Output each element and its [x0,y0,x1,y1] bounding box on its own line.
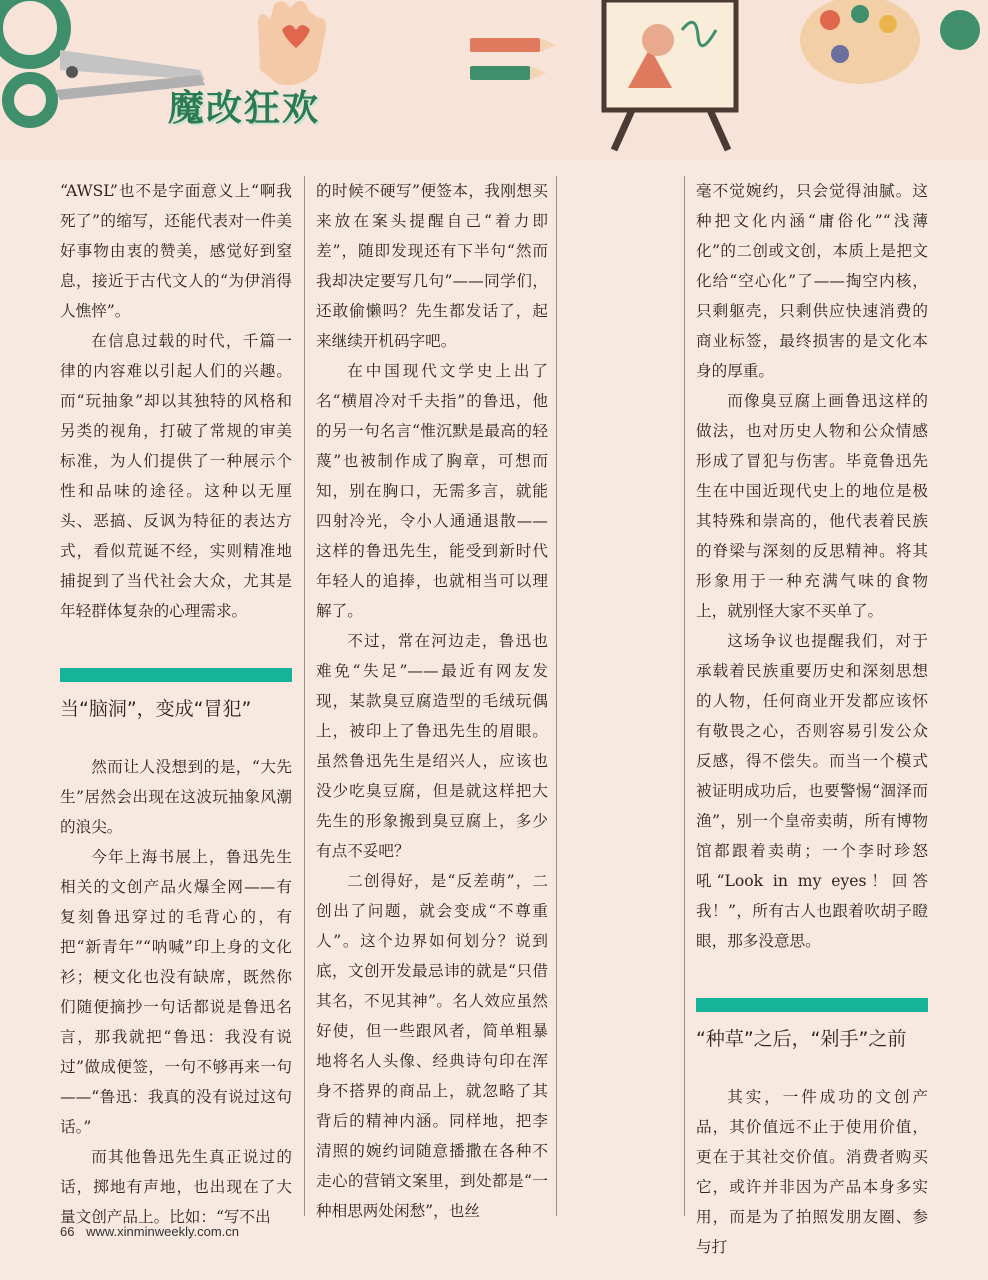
section-title: 魔改狂欢 [168,88,321,129]
paragraph: 二创得好，是“反差萌”，二创出了问题，就会变成“不尊重人”。这个边界如何划分？说到底，文创开发最忌讳的就是“只借其名，不见其神”。名人效应虽然好使，但一些跟风者，简单粗暴地将名人头像、经典诗句印在浑身不搭界的商品上，就忽略了其背后的精神内涵。同样地，把李清照的婉约词随意播撒在各种不走心的营销文案里，到处都是“一种相思两处闲愁”，也丝 [316,872,548,1220]
paragraph: 毫不觉婉约，只会觉得油腻。这种把文化内涵“庸俗化”“浅薄化”的二创或文创，本质上是把文化给“空心化”了——掏空内核，只剩躯壳，只剩供应快速消费的商业标签，最终损害的是文化本身的厚重。 [696,182,928,380]
page-footer [60,1224,239,1239]
paragraph: 其实，一件成功的文创产品，其价值远不止于使用价值，更在于其社交价值。消费者购买它，或许并非因为产品本身多实用，而是为了拍照发朋友圈、参与打 [696,1088,928,1256]
page-number: 66 [60,1224,75,1239]
paragraph: 而其他鲁迅先生真正说过的话，掷地有声地，也出现在了大量文创产品上。比如：“写不出 [60,1148,292,1226]
column-2 [316,176,548,1226]
subheading-bar [696,998,928,1012]
paragraph: 然而让人没想到的是，“大先生”居然会出现在这波玩抽象风潮的浪尖。 [60,758,292,836]
paragraph: 而像臭豆腐上画鲁迅这样的做法，也对历史人物和公众情感形成了冒犯与伤害。毕竟鲁迅先生在中国近现代史上的地位是极其特殊和崇高的，他代表着民族的脊梁与深刻的反思精神。将其形象用于一种充满气味的食物上，就别怪大家不买单了。 [696,392,928,620]
column-3 [696,176,928,1262]
paragraph: 不过，常在河边走，鲁迅也难免“失足”——最近有网友发现，某款臭豆腐造型的毛绒玩偶上，被印上了鲁迅先生的眉眼。虽然鲁迅先生是绍兴人，应该也没少吃臭豆腐，但是就这样把大先生的形象搬到臭豆腐上，多少有点不妥吧？ [316,632,548,860]
subheading: “种草”之后，“剁手”之前 [696,1028,907,1050]
website-link[interactable]: www.xinminweekly.com.cn [86,1224,240,1239]
subheading: 当“脑洞”，变成“冒犯” [60,698,252,720]
subheading-bar [60,668,292,682]
paragraph: “AWSL”也不是字面意义上“啊我死了”的缩写，还能代表对一件美好事物由衷的赞美，感觉好到窒息，接近于古代文人的“为伊消得人憔悴”。 [60,182,292,320]
paragraph: 在信息过载的时代，千篇一律的内容难以引起人们的兴趣。而“玩抽象”却以其独特的风格和另类的视角，打破了常规的审美标准，为人们提供了一种展示个性和品味的途径。这种以无厘头、恶搞、反讽为特征的表达方式，看似荒诞不经，实则精准地捕捉到了当代社会大众，尤其是年轻群体复杂的心理需求。 [60,332,292,620]
column-1 [60,176,292,1232]
column-divider [556,176,557,1216]
paragraph: 在中国现代文学史上出了名“横眉冷对千夫指”的鲁迅，他的另一句名言“惟沉默是最高的轻蔑”也被制作成了胸章，可想而知，别在胸口，无需多言，就能四射冷光，令小人通通退散——这样的鲁迅先生，能受到新时代年轻人的追捧，也就相当可以理解了。 [316,362,548,620]
paragraph: 今年上海书展上，鲁迅先生相关的文创产品火爆全网——有复刻鲁迅穿过的毛背心的，有把“新青年”“呐喊”印上身的文化衫；梗文化也没有缺席，既然你们随便摘抄一句话都说是鲁迅名言，那我就把“鲁迅：我没有说过”做成便签，一句不够再来一句——“鲁迅：我真的没有说过这句话。” [60,848,292,1136]
paragraph: 这场争议也提醒我们，对于承载着民族重要历史和深刻思想的人物，任何商业开发都应该怀有敬畏之心，否则容易引发公众反感，得不偿失。而当一个模式被证明成功后，也要警惕“涸泽而渔”，别一个皇帝卖萌，所有博物馆都跟着卖萌；一个李时珍怒吼“Look in my eyes！回答我！”，所有古人也跟着吹胡子瞪眼，那多没意思。 [696,632,928,950]
banner-illustration [0,0,988,160]
column-divider [304,176,305,1216]
paragraph: 的时候不硬写”便签本，我刚想买来放在案头提醒自己“着力即差”，随即发现还有下半句“然而我却决定要写几句”——同学们，还敢偷懒吗？先生都发话了，起来继续开机码字吧。 [316,182,548,350]
column-divider [684,176,685,1216]
